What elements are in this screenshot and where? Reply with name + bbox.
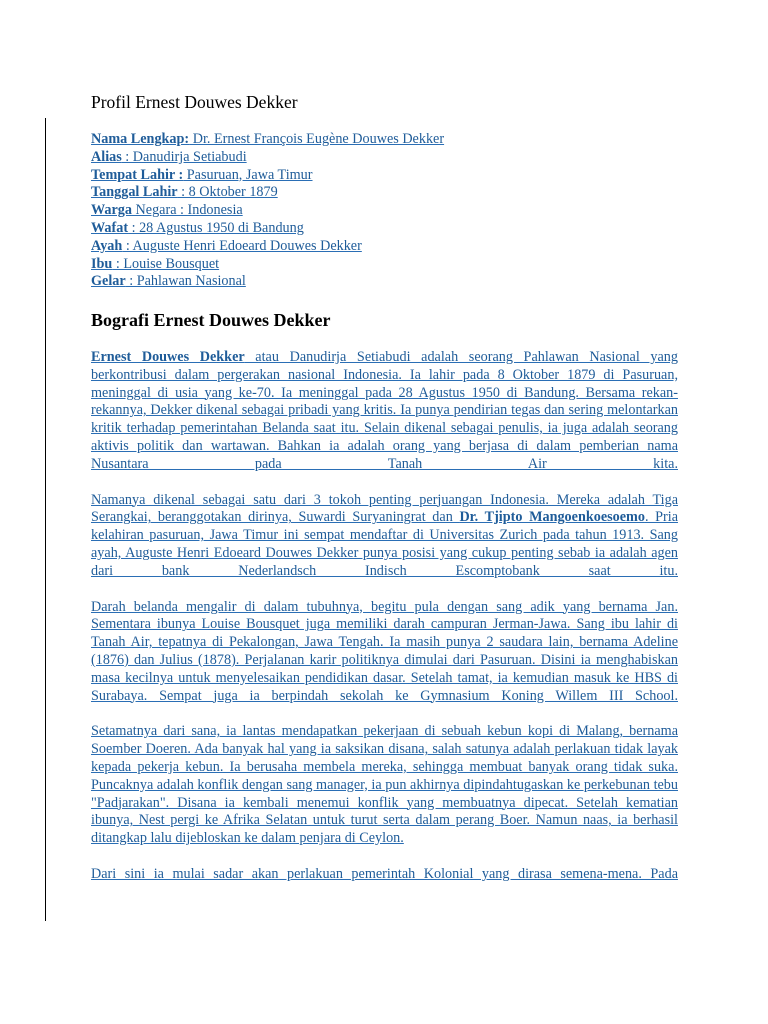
profile-label[interactable]: Warga bbox=[91, 202, 132, 219]
page-title: Profil Ernest Douwes Dekker bbox=[91, 92, 298, 112]
profile-value[interactable]: Pasuruan, Jawa Timur bbox=[183, 166, 313, 183]
profile-value[interactable]: : Pahlawan Nasional bbox=[125, 273, 246, 290]
profile-label[interactable]: Alias bbox=[91, 148, 122, 165]
profile-value[interactable]: Dr. Ernest François Eugène Douwes Dekker bbox=[189, 131, 445, 147]
profile-list bbox=[91, 131, 681, 291]
profile-label[interactable]: Wafat bbox=[91, 219, 129, 236]
profile-row-alias bbox=[91, 149, 681, 167]
bio-text[interactable]: Namanya dikenal sebagai satu dari 3 tokoh penting perjuangan Indonesia. Mereka adalah Tiga Serangkai, beranggotakan dirinya, Suwardi Suryaningrat dan bbox=[91, 491, 678, 526]
profile-value[interactable]: : Danudirja Setiabudi bbox=[121, 148, 247, 165]
biography bbox=[91, 349, 678, 902]
profile-row-citizenship bbox=[91, 202, 681, 220]
profile-row-mother bbox=[91, 256, 681, 274]
bio-paragraph-5[interactable]: Dari sini ia mulai sadar akan perlakuan pemerintah Kolonial yang dirasa semena-mena. Pada bbox=[91, 865, 678, 882]
bio-heading: Bografi Ernest Douwes Dekker bbox=[91, 310, 331, 330]
margin-line bbox=[45, 118, 46, 921]
profile-label[interactable]: Ayah bbox=[91, 237, 123, 254]
bio-paragraph-1[interactable] bbox=[91, 349, 678, 474]
profile-value[interactable]: : 8 Oktober 1879 bbox=[177, 184, 278, 201]
profile-label[interactable]: Ibu bbox=[91, 255, 113, 272]
profile-label[interactable]: Gelar bbox=[91, 273, 126, 290]
profile-row-birthdate bbox=[91, 184, 681, 202]
bio-paragraph-2[interactable] bbox=[91, 492, 678, 581]
bio-paragraph-3[interactable]: Darah belanda mengalir di dalam tubuhnya, begitu pula dengan sang adik yang bernama Jan. Sementara ibunya Louise Bousquet juga memiliki darah campuran Jerman-Jawa. Sang ibu lahir di Tanah Air, tepatnya di Pekalongan, Jawa Tengah. Ia masih punya 2 saudara lain, bernama Adeline (1876) dan Julius (1878). Perjalanan karir politiknya dimulai dari Pasuruan. Disini ia menghabiskan masa kecilnya untuk menyelesaikan pendidikan dasar. Setelah tamat, ia kemudian masuk ke HBS di Surabaya. Sempat juga ia berpindah sekolah ke Gymnasium Koning Willem III School. bbox=[91, 598, 678, 704]
profile-value[interactable]: : 28 Agustus 1950 di Bandung bbox=[128, 219, 304, 236]
profile-label[interactable]: Tempat Lahir : bbox=[91, 166, 184, 183]
profile-label[interactable]: Tanggal Lahir bbox=[91, 184, 178, 201]
bio-text[interactable]: . Pria kelahiran pasuruan, Jawa Timur ini sempat mendaftar di Universitas Zurich pada tahun 1913. Sang ayah, Auguste Henri Edoeard Douwes Dekker punya posisi yang cukup penting sebab ia adalah agen dari bank Nederlandsch Indisch Escomptobank saat itu. bbox=[91, 509, 678, 579]
profile-row-title bbox=[91, 273, 681, 291]
profile-row-death bbox=[91, 220, 681, 238]
bio-text[interactable]: atau Danudirja Setiabudi adalah seorang Pahlawan Nasional yang berkontribusi dalam pergerakan nasional Indonesia. Ia lahir pada 8 Oktober 1879 di Pasuruan, meninggal di usia yang ke-70. Ia meninggal pada 28 Agustus 1950 di Bandung. Bersama rekan-rekannya, Dekker dikenal sebagai pribadi yang kritis. Ia punya pendirian tegas dan sering melontarkan kritik terhadap pemerintahan Belanda saat itu. Selain dikenal sebagai penulis, ia juga adalah seorang aktivis politik dan wartawan. Bahkan ia adalah orang yang berjasa di dalam pemberian nama Nusantara pada Tanah Air kita. bbox=[91, 349, 678, 472]
profile-row-full-name bbox=[91, 131, 681, 149]
profile-value[interactable]: : Auguste Henri Edoeard Douwes Dekker bbox=[122, 237, 362, 254]
profile-label[interactable]: Nama Lengkap: bbox=[91, 131, 190, 147]
profile-row-father bbox=[91, 238, 681, 256]
bio-name-bold[interactable]: Dr. Tjipto Mangoenkoesoemo bbox=[459, 509, 645, 526]
bio-paragraph-4[interactable]: Setamatnya dari sana, ia lantas mendapatkan pekerjaan di sebuah kebun kopi di Malang, bernama Soember Doeren. Ada banyak hal yang ia saksikan disana, salah satunya adalah perlakuan tidak layak kepada pekerja kebun. Ia berusaha membela mereka, sehingga membuat banyak orang tidak suka. Puncaknya adalah konflik dengan sang manager, ia pun akhirnya dipindahtugaskan ke perkebunan tebu "Padjarakan". Disana ia kembali menemui konflik yang membuatnya dipecat. Setelah kematian ibunya, Nest pergi ke Afrika Selatan untuk turut serta dalam perang Boer. Namun naas, ia berhasil ditangkap lalu dijebloskan ke dalam penjara di Ceylon. bbox=[91, 723, 678, 847]
profile-value[interactable]: : Louise Bousquet bbox=[112, 255, 220, 272]
bio-name-bold[interactable]: Ernest Douwes Dekker bbox=[91, 349, 245, 365]
profile-value[interactable]: Negara : Indonesia bbox=[131, 202, 243, 219]
profile-row-birthplace bbox=[91, 167, 681, 185]
